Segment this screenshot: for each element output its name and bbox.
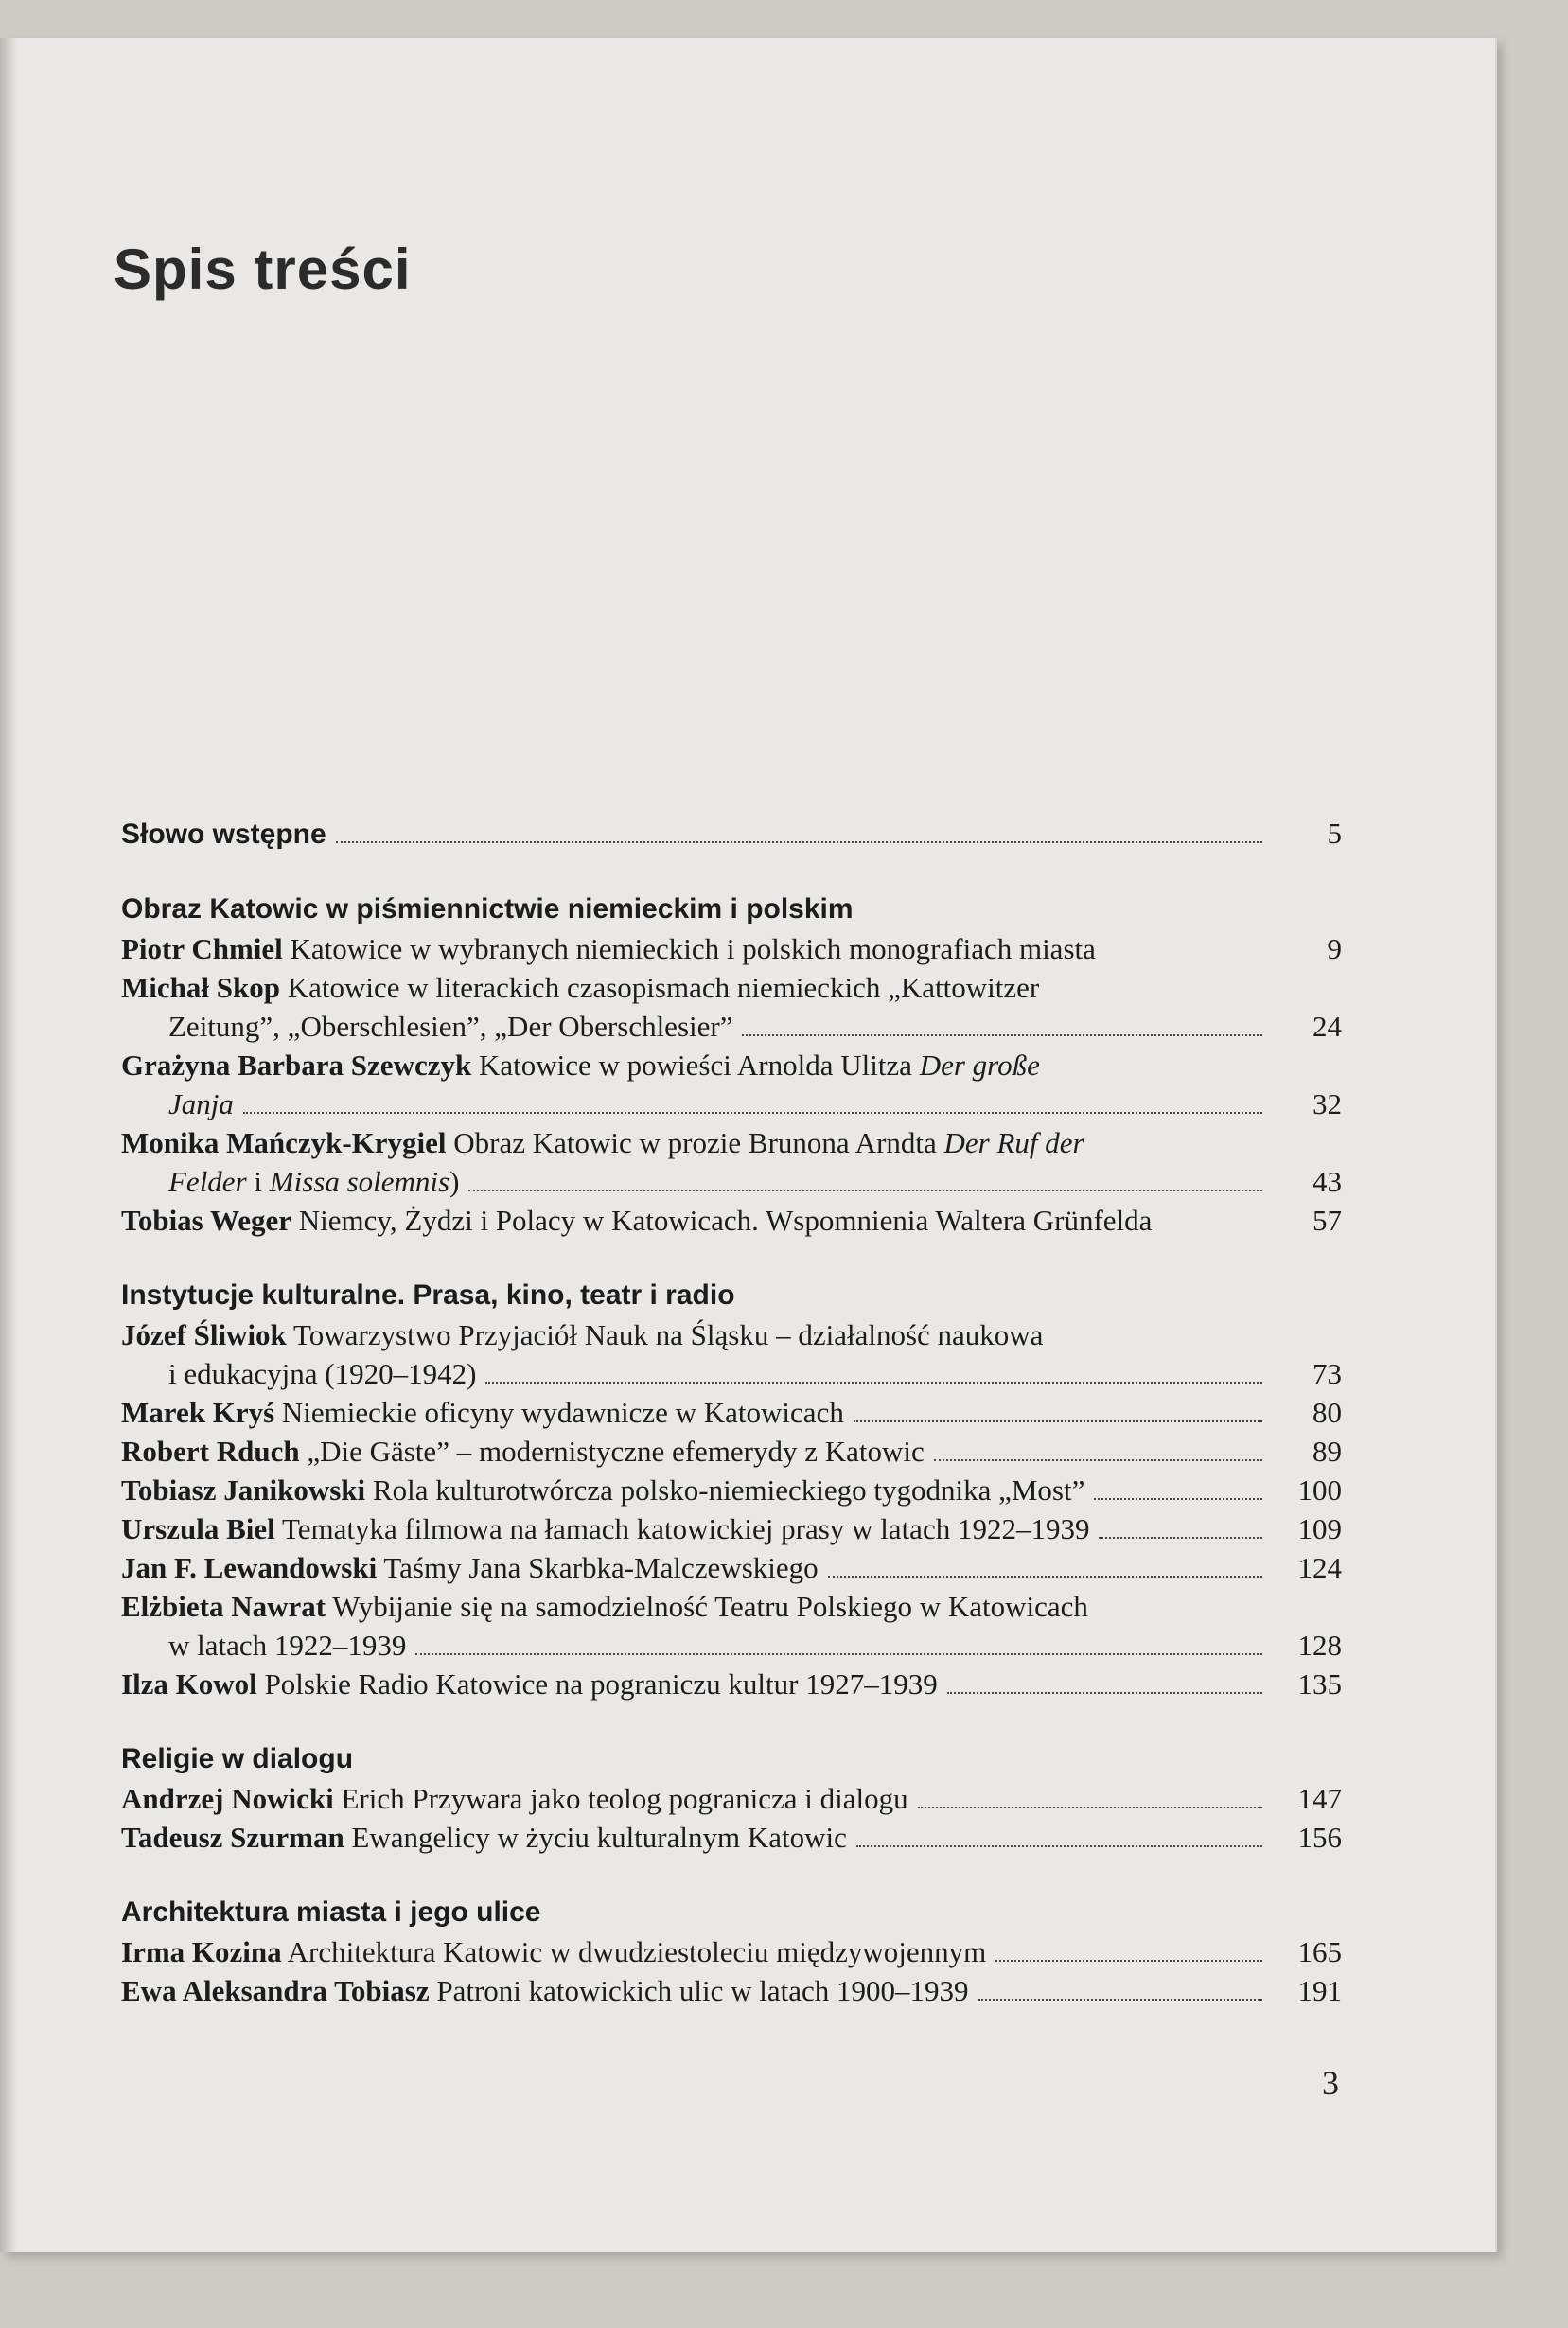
author: Tobias Weger xyxy=(121,1204,292,1237)
section-heading: Religie w dialogu xyxy=(121,1743,354,1774)
page-ref: 124 xyxy=(1297,1551,1342,1584)
page-ref: 135 xyxy=(1297,1667,1342,1701)
entry-title-cont: Missa solemnis xyxy=(269,1165,450,1198)
entry-title-cont: i edukacyjna (1920–1942) xyxy=(168,1357,477,1390)
section-heading: Architektura miasta i jego ulice xyxy=(121,1896,541,1928)
toc-entry xyxy=(121,1548,1342,1587)
entry-title: Rola kulturotwórcza polsko-niemieckiego tygodnika „Most” xyxy=(372,1473,1085,1507)
dot-leader xyxy=(468,1190,1262,1191)
author: Robert Rduch xyxy=(121,1435,300,1468)
page-ref: 100 xyxy=(1297,1473,1342,1507)
entry-title: Tematyka filmowa na łamach katowickiej prasy w latach 1922–1939 xyxy=(281,1512,1090,1545)
entry-title-cont: ) xyxy=(449,1165,460,1198)
entry-title: Niemieckie oficyny wydawnicze w Katowicach xyxy=(281,1396,844,1429)
page-ref: 147 xyxy=(1297,1782,1342,1815)
author: Ilza Kowol xyxy=(121,1667,257,1701)
toc-entry xyxy=(121,929,1342,968)
toc-entry-continuation xyxy=(121,1162,1342,1201)
entry-title-cont: Felder xyxy=(168,1165,247,1198)
entry-title-cont: Zeitung”, „Oberschlesien”, „Der Oberschlesier” xyxy=(168,1010,733,1043)
author: Tadeusz Szurman xyxy=(121,1821,344,1854)
page-ref: 109 xyxy=(1297,1512,1342,1545)
dot-leader xyxy=(1099,1537,1262,1539)
entry-title: Towarzystwo Przyjaciół Nauk na Śląsku – działalność naukowa xyxy=(293,1318,1044,1351)
section-heading: Instytucje kulturalne. Prasa, kino, teatr i radio xyxy=(121,1279,735,1311)
entry-title: Katowice w literackich czasopismach niemieckich „Kattowitzer xyxy=(287,971,1040,1004)
entry-title-italic: Der Ruf der xyxy=(943,1126,1084,1159)
page-ref: 57 xyxy=(1313,1204,1342,1237)
page-number: 3 xyxy=(1322,2064,1339,2102)
toc-entry xyxy=(121,1315,1342,1354)
page-title: Spis treści xyxy=(114,238,412,301)
page-ref: 24 xyxy=(1313,1010,1342,1043)
toc-entry xyxy=(121,1201,1342,1240)
entry-title-cont: i xyxy=(246,1165,270,1198)
author: Ewa Aleksandra Tobiasz xyxy=(121,1974,430,2007)
entry-title: Taśmy Jana Skarbka-Malczewskiego xyxy=(383,1551,819,1584)
entry-title: Erich Przywara jako teolog pogranicza i dialogu xyxy=(341,1782,908,1815)
dot-leader xyxy=(934,1459,1262,1461)
author: Grażyna Barbara Szewczyk xyxy=(121,1049,472,1082)
page-ref: 128 xyxy=(1297,1629,1342,1662)
page-ref: 80 xyxy=(1313,1396,1342,1429)
author: Piotr Chmiel xyxy=(121,932,283,965)
section-heading: Obraz Katowic w piśmiennictwie niemieckim i polskim xyxy=(121,893,854,925)
toc-entry xyxy=(121,1818,1342,1857)
page-ref: 191 xyxy=(1297,1974,1342,2007)
entry-title: Architektura Katowic w dwudziestoleciu międzywojennym xyxy=(287,1935,987,1968)
toc-entry-intro xyxy=(121,814,1342,854)
toc-entry-continuation xyxy=(121,1354,1342,1393)
dot-leader xyxy=(947,1692,1262,1694)
toc-entry xyxy=(121,1123,1342,1162)
author: Elżbieta Nawrat xyxy=(121,1590,326,1623)
entry-title-italic: Der große xyxy=(919,1049,1040,1082)
toc-entry xyxy=(121,1971,1342,2010)
toc-entry xyxy=(121,1432,1342,1471)
entry-title: Niemcy, Żydzi i Polacy w Katowicach. Wspomnienia Waltera Grünfelda xyxy=(298,1204,1153,1237)
author: Irma Kozina xyxy=(121,1935,282,1968)
author: Monika Mańczyk-Krygiel xyxy=(121,1126,447,1159)
dot-leader xyxy=(918,1807,1262,1808)
dot-leader xyxy=(978,1999,1262,2001)
author: Urszula Biel xyxy=(121,1512,275,1545)
dot-leader xyxy=(1094,1498,1262,1500)
entry-title: Katowice w wybranych niemieckich i polskich monografiach miasta xyxy=(290,932,1096,965)
entry-title: „Die Gäste” – modernistyczne efemerydy z Katowic xyxy=(307,1435,925,1468)
entry-title: Wybijanie się na samodzielność Teatru Polskiego w Katowicach xyxy=(332,1590,1088,1623)
toc-entry xyxy=(121,1587,1342,1626)
toc-entry xyxy=(121,1665,1342,1703)
entry-title: Polskie Radio Katowice na pograniczu kultur 1927–1939 xyxy=(264,1667,938,1701)
page-ref: 9 xyxy=(1327,932,1342,965)
page-ref: 165 xyxy=(1297,1935,1342,1968)
dot-leader xyxy=(854,1420,1262,1422)
entry-title: Patroni katowickich ulic w latach 1900–1939 xyxy=(436,1974,969,2007)
book-page xyxy=(0,38,1497,2252)
dot-leader xyxy=(742,1034,1262,1036)
dot-leader xyxy=(336,841,1262,843)
entry-title-cont: w latach 1922–1939 xyxy=(168,1629,407,1662)
dot-leader xyxy=(485,1382,1262,1384)
author: Józef Śliwiok xyxy=(121,1318,287,1351)
toc-entry xyxy=(121,1046,1342,1085)
dot-leader xyxy=(995,1960,1262,1962)
entry-title: Obraz Katowic w prozie Brunona Arndta xyxy=(453,1126,937,1159)
toc-entry xyxy=(121,968,1342,1007)
toc-entry xyxy=(121,1932,1342,1971)
page-ref: 43 xyxy=(1313,1165,1342,1198)
page-ref: 5 xyxy=(1327,817,1342,850)
page-ref: 156 xyxy=(1297,1821,1342,1854)
author: Marek Kryś xyxy=(121,1396,275,1429)
toc-entry xyxy=(121,1509,1342,1548)
page-ref: 32 xyxy=(1313,1087,1342,1120)
author: Tobiasz Janikowski xyxy=(121,1473,366,1507)
dot-leader xyxy=(828,1576,1262,1578)
page-ref: 89 xyxy=(1313,1435,1342,1468)
entry-title: Katowice w powieści Arnolda Ulitza xyxy=(478,1049,912,1082)
dot-leader xyxy=(243,1112,1262,1114)
intro-label: Słowo wstępne xyxy=(121,819,326,850)
toc-entry xyxy=(121,1779,1342,1818)
toc-entry xyxy=(121,1471,1342,1509)
author: Michał Skop xyxy=(121,971,280,1004)
entry-title-cont: Janja xyxy=(168,1087,234,1120)
dot-leader xyxy=(856,1845,1262,1847)
toc-entry-continuation xyxy=(121,1007,1342,1046)
toc-entry xyxy=(121,1393,1342,1432)
entry-title: Ewangelicy w życiu kulturalnym Katowic xyxy=(351,1821,847,1854)
dot-leader xyxy=(415,1653,1262,1655)
table-of-contents xyxy=(121,814,1342,2010)
author: Andrzej Nowicki xyxy=(121,1782,334,1815)
page-ref: 73 xyxy=(1313,1357,1342,1390)
toc-entry-continuation xyxy=(121,1626,1342,1665)
author: Jan F. Lewandowski xyxy=(121,1551,378,1584)
toc-entry-continuation xyxy=(121,1085,1342,1123)
